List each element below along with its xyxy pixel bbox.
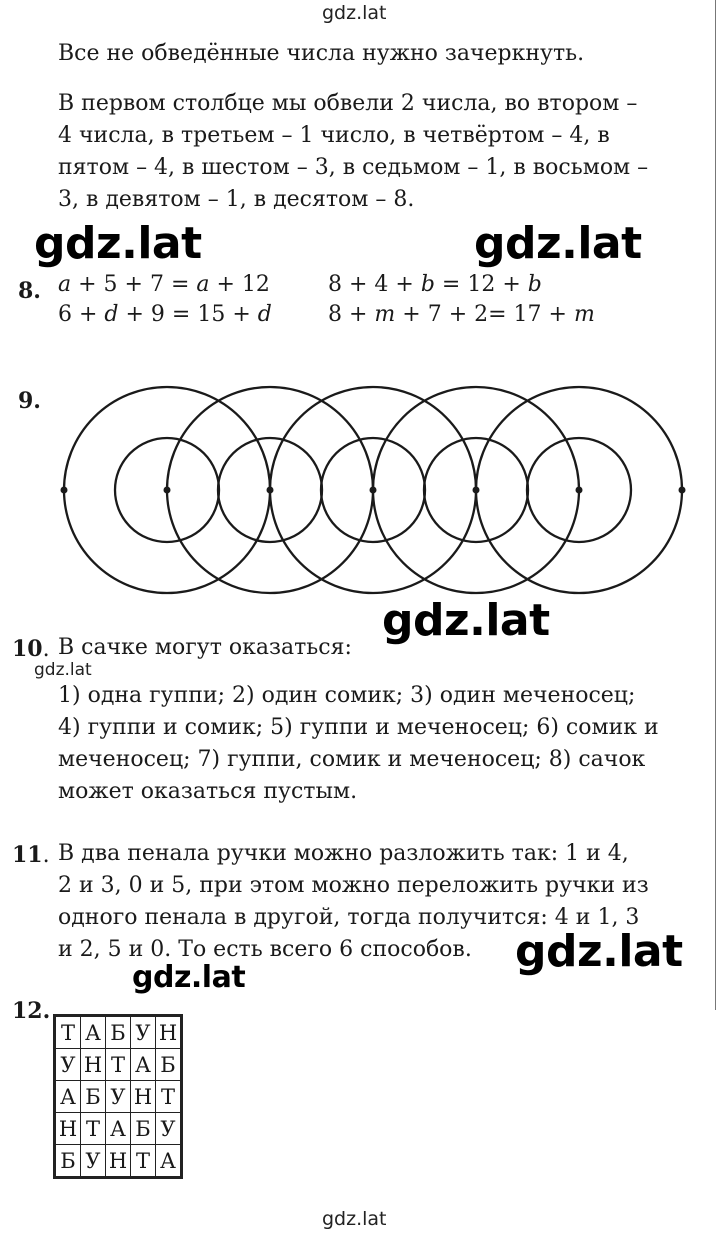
grid-cell: У — [131, 1017, 156, 1049]
grid-cell: Н — [106, 1145, 131, 1177]
watermark-top: gdz.lat — [322, 2, 387, 24]
intro-line-5: 3, в девятом – 1, в десятом – 8. — [58, 187, 415, 212]
grid-row — [56, 1113, 181, 1145]
grid-cell: А — [106, 1113, 131, 1145]
task-11-line-3: одного пенала в другой, тогда получится: 4 и 1, 3 — [58, 905, 640, 930]
grid-cell: Т — [81, 1113, 106, 1145]
grid-row — [56, 1049, 181, 1081]
grid-cell: Б — [156, 1049, 181, 1081]
grid-cell: А — [156, 1145, 181, 1177]
grid-cell: А — [56, 1081, 81, 1113]
intersection-dot — [576, 487, 583, 494]
task-11-line-4: и 2, 5 и 0. То есть всего 6 способов. — [58, 937, 472, 962]
task-8-equation-4: 8 + m + 7 + 2= 17 + m — [328, 302, 595, 327]
grid-cell: Т — [56, 1017, 81, 1049]
grid-cell: Т — [131, 1145, 156, 1177]
letter-grid — [55, 1016, 181, 1177]
intersection-dot — [473, 487, 480, 494]
watermark-bottom: gdz.lat — [322, 1208, 387, 1230]
watermark-big-1: gdz.lat — [34, 218, 202, 269]
task-8-equation-1: a + 5 + 7 = a + 12 — [58, 272, 270, 297]
task-10-intro: В сачке могут оказаться: — [58, 635, 352, 660]
task-10-line-4: может оказаться пустым. — [58, 779, 358, 804]
intro-line-4: пятом – 4, в шестом – 3, в седьмом – 1, в восьмом – — [58, 155, 649, 180]
intro-line-2: В первом столбце мы обвели 2 числа, во втором – — [58, 91, 638, 116]
circles-diagram — [40, 380, 710, 600]
task-10-line-3: меченосец; 7) гуппи, сомик и меченосец; 8) сачок — [58, 747, 646, 772]
intersection-dot — [679, 487, 686, 494]
grid-cell: Б — [81, 1081, 106, 1113]
task-12-number: 12. — [12, 998, 51, 1024]
intro-line-3: 4 числа, в третьем – 1 число, в четвёртом – 4, в — [58, 123, 610, 148]
watermark-big-5: gdz.lat — [132, 960, 246, 995]
watermark-big-4: gdz.lat — [515, 926, 683, 977]
grid-cell: Б — [56, 1145, 81, 1177]
grid-cell: Н — [131, 1081, 156, 1113]
task-10-line-1: 1) одна гуппи; 2) один сомик; 3) один меченосец; — [58, 683, 636, 708]
grid-cell: У — [56, 1049, 81, 1081]
grid-cell: Н — [156, 1017, 181, 1049]
watermark-small-10: gdz.lat — [34, 660, 92, 680]
intersection-dot — [370, 487, 377, 494]
intersection-dot — [61, 487, 68, 494]
grid-cell: Н — [81, 1049, 106, 1081]
grid-cell: А — [81, 1017, 106, 1049]
intersection-dot — [164, 487, 171, 494]
grid-cell: Б — [106, 1017, 131, 1049]
grid-cell: Б — [131, 1113, 156, 1145]
grid-row — [56, 1081, 181, 1113]
page-edge-rule — [715, 0, 716, 1010]
grid-cell: Т — [156, 1081, 181, 1113]
task-10-line-2: 4) гуппи и сомик; 5) гуппи и меченосец; 6) сомик и — [58, 715, 659, 740]
grid-row — [56, 1017, 181, 1049]
task-11-line-2: 2 и 3, 0 и 5, при этом можно переложить ручки из — [58, 873, 649, 898]
watermark-big-3: gdz.lat — [382, 595, 550, 646]
watermark-big-2: gdz.lat — [474, 218, 642, 269]
grid-cell: У — [106, 1081, 131, 1113]
task-11-line-1: В два пенала ручки можно разложить так: 1 и 4, — [58, 841, 629, 866]
grid-cell: У — [156, 1113, 181, 1145]
task-8-number: 8. — [18, 278, 41, 304]
task-11-number: 11. — [12, 842, 50, 868]
grid-row — [56, 1145, 181, 1177]
grid-cell: А — [131, 1049, 156, 1081]
grid-cell: Т — [106, 1049, 131, 1081]
grid-cell: У — [81, 1145, 106, 1177]
task-8-equation-2: 8 + 4 + b = 12 + b — [328, 272, 542, 297]
grid-cell: Н — [56, 1113, 81, 1145]
task-9-number: 9. — [18, 388, 41, 414]
task-8-equation-3: 6 + d + 9 = 15 + d — [58, 302, 272, 327]
intersection-dot — [267, 487, 274, 494]
task-10-number: 10. — [12, 636, 50, 662]
intro-line-1: Все не обведённые числа нужно зачеркнуть. — [58, 41, 585, 66]
